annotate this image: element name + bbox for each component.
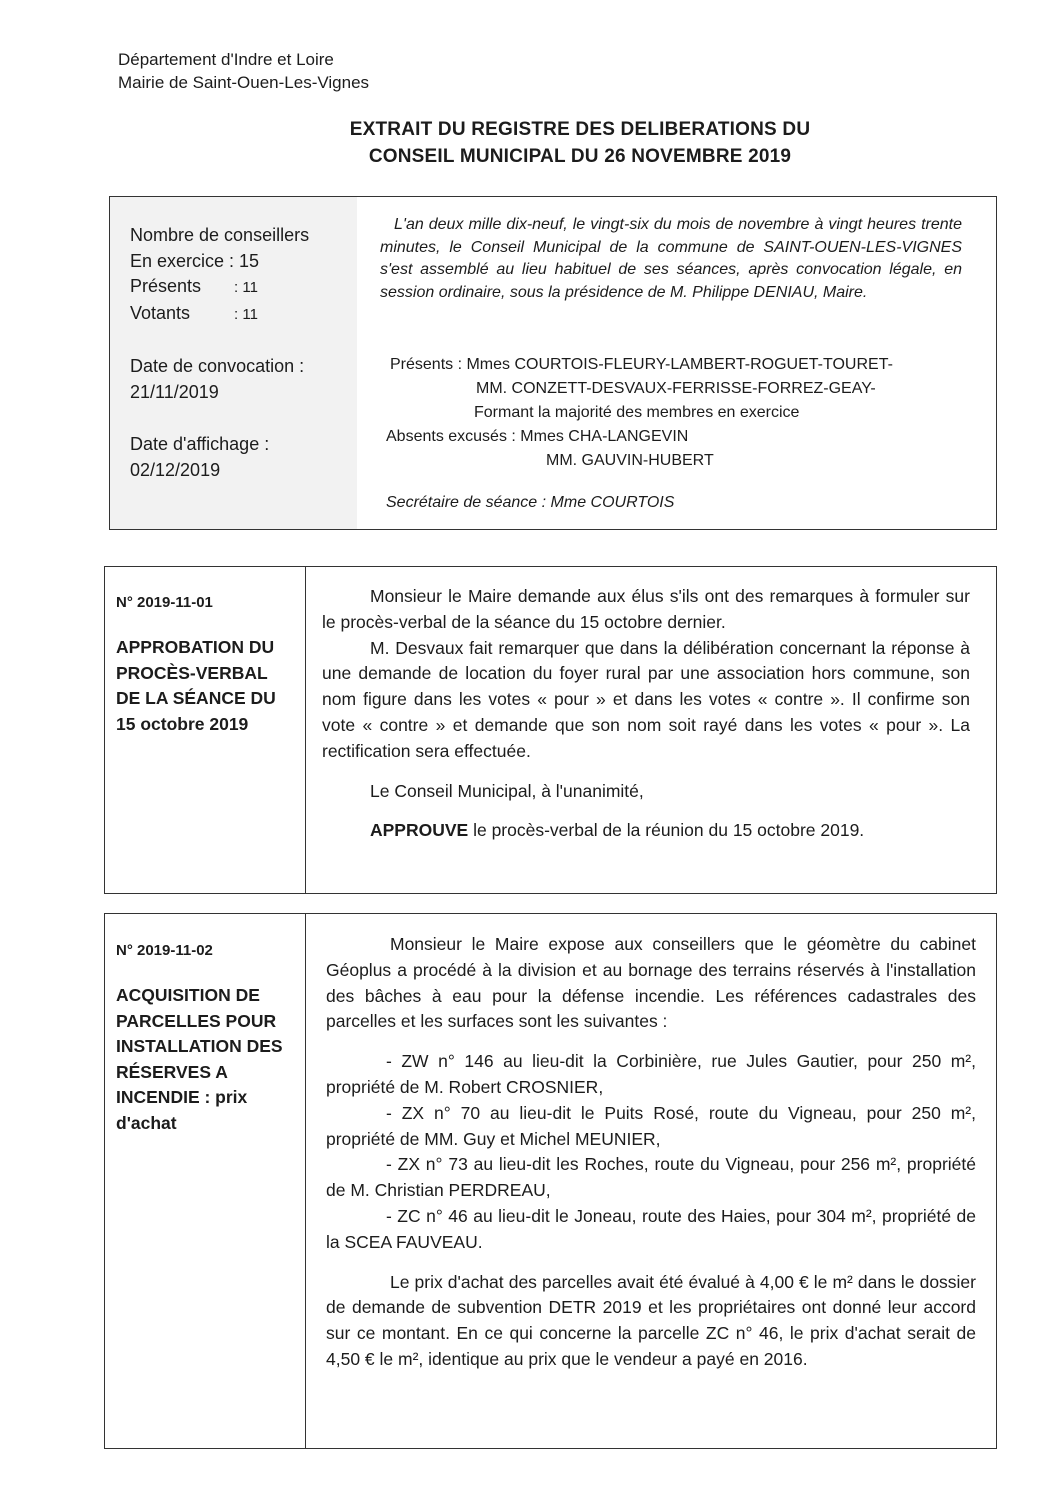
document-title xyxy=(200,116,960,170)
approuve-keyword: APPROUVE xyxy=(370,820,469,841)
deliberation-2-paragraph-2: Le prix d'achat des parcelles avait été évalué à 4,00 € le m² dans le dossier de demande de subvention DETR 2019 et les propriétaires ont donné leur accord sur ce montant. En ce qui concerne la parcelle ZC n° 46, le prix d'achat serait de 4,50 € le m², identique au prix que le vendeur a payé en 2016. xyxy=(326,1271,976,1369)
deliberation-1-side xyxy=(116,594,300,737)
deliberation-1-paragraph-3: Le Conseil Municipal, à l'unanimité, xyxy=(370,780,644,801)
votants-label: Votants xyxy=(130,302,191,323)
title-line-1: EXTRAIT DU REGISTRE DES DELIBERATIONS DU xyxy=(349,119,811,140)
presents-label: Présents xyxy=(130,276,202,296)
decision-text: le procès-verbal de la réunion du 15 octobre 2019. xyxy=(468,820,865,841)
secretaire-text: Secrétaire de séance : Mme COURTOIS xyxy=(386,494,675,511)
en-exercice: En exercice : 15 xyxy=(130,250,260,271)
affichage-label: Date d'affichage : xyxy=(130,434,270,454)
presents-value: : 11 xyxy=(234,279,258,296)
subject-line: INCENDIE : prix xyxy=(116,1087,248,1107)
parcel-item: - ZW n° 146 au lieu-dit la Corbinière, rue Jules Gautier, pour 250 m², propriété de M. Robert CROSNIER, xyxy=(326,1051,976,1097)
deliberation-1-paragraph-2: M. Desvaux fait remarquer que dans la délibération concernant la réponse à une demande de location du foyer rural par une association hors commune, son nom figure dans les votes « pour » et dans les votes « contre ». Il confirme son vote « contre » et demande que son nom soit rayé dans les votes « pour ». La rectification sera effectuée. xyxy=(322,637,970,761)
subject-line: 15 octobre 2019 xyxy=(116,713,249,734)
subject-line: RÉSERVES A xyxy=(116,1061,228,1082)
votants-value: : 11 xyxy=(234,305,258,323)
subject-line: APPROBATION DU xyxy=(116,637,275,657)
parcel-item: - ZX n° 73 au lieu-dit les Roches, route du Vigneau, pour 256 m², propriété de M. Christian PERDREAU, xyxy=(326,1154,976,1201)
deliberation-2-subject xyxy=(116,983,300,1136)
deliberation-2-number: N° 2019-11-02 xyxy=(116,942,213,959)
subject-line: PARCELLES POUR xyxy=(116,1010,277,1031)
department-line: Département d'Indre et Loire xyxy=(118,50,334,69)
deliberation-1-decision xyxy=(322,818,970,844)
subject-line: DE LA SÉANCE DU xyxy=(116,688,276,708)
deliberation-1-text xyxy=(322,584,970,844)
deliberation-2-side xyxy=(116,942,300,1136)
session-intro: L'an deux mille dix-neuf, le vingt-six du mois de novembre à vingt heures trente minutes, le Conseil Municipal de la commune de SAINT-OUEN-LES-VIGNES s'est assemblé au lieu habituel de ses séances, après convocation légale, en session ordinaire, sous la présidence de M. Philippe DENIAU, Maire. xyxy=(380,216,962,301)
convocation-date: 21/11/2019 xyxy=(130,381,219,402)
title-line-2: CONSEIL MUNICIPAL DU 26 NOVEMBRE 2019 xyxy=(368,146,792,167)
absents-line-2: MM. GAUVIN-HUBERT xyxy=(546,452,714,469)
counts-title: Nombre de conseillers xyxy=(130,225,310,245)
subject-line: PROCÈS-VERBAL xyxy=(116,662,268,683)
mairie-line: Mairie de Saint-Ouen-Les-Vignes xyxy=(118,73,370,92)
deliberation-2-text xyxy=(326,932,976,1373)
attendance-block xyxy=(386,353,990,515)
parcel-item: - ZX n° 70 au lieu-dit le Puits Rosé, route du Vigneau, pour 250 m², propriété de MM. Guy et Michel MEUNIER, xyxy=(326,1102,976,1149)
deliberation-1-subject xyxy=(116,635,300,737)
deliberation-2-paragraph-1: Monsieur le Maire expose aux conseillers que le géomètre du cabinet Géoplus a procédé à la division et au bornage des terrains réservés à l'installation des bâches à eau pour la défense incendie. Les références cadastrales des parcelles et les surfaces sont les suivantes : xyxy=(326,934,976,1032)
deliberation-1-paragraph-1: Monsieur le Maire demande aux élus s'ils ont des remarques à formuler sur le procès-verbal de la séance du 15 octobre dernier. xyxy=(322,586,970,632)
presents-count xyxy=(130,274,355,301)
deliberation-1-divider xyxy=(305,566,306,894)
presents-line-3: Formant la majorité des membres en exercice xyxy=(474,404,800,421)
subject-line: ACQUISITION DE xyxy=(116,985,260,1005)
affichage-date: 02/12/2019 xyxy=(130,459,221,480)
deliberation-2-divider xyxy=(305,913,306,1449)
parcel-item: - ZC n° 46 au lieu-dit le Joneau, route des Haies, pour 304 m², propriété de la SCEA FAUVEAU. xyxy=(326,1205,976,1252)
absents-line-1: Absents excusés : Mmes CHA-LANGEVIN xyxy=(386,428,689,445)
council-counts xyxy=(130,223,355,483)
deliberation-1-number: N° 2019-11-01 xyxy=(116,594,213,611)
subject-line: INSTALLATION DES xyxy=(116,1036,283,1056)
presents-line-2: MM. CONZETT-DESVAUX-FERRISSE-FORREZ-GEAY- xyxy=(476,380,876,397)
votants-count xyxy=(130,301,355,328)
convocation-label: Date de convocation : xyxy=(130,356,305,376)
presents-line-1: Présents : Mmes COURTOIS-FLEURY-LAMBERT-ROGUET-TOURET- xyxy=(390,356,893,373)
secretaire-line xyxy=(386,491,990,515)
subject-line: d'achat xyxy=(116,1112,177,1133)
